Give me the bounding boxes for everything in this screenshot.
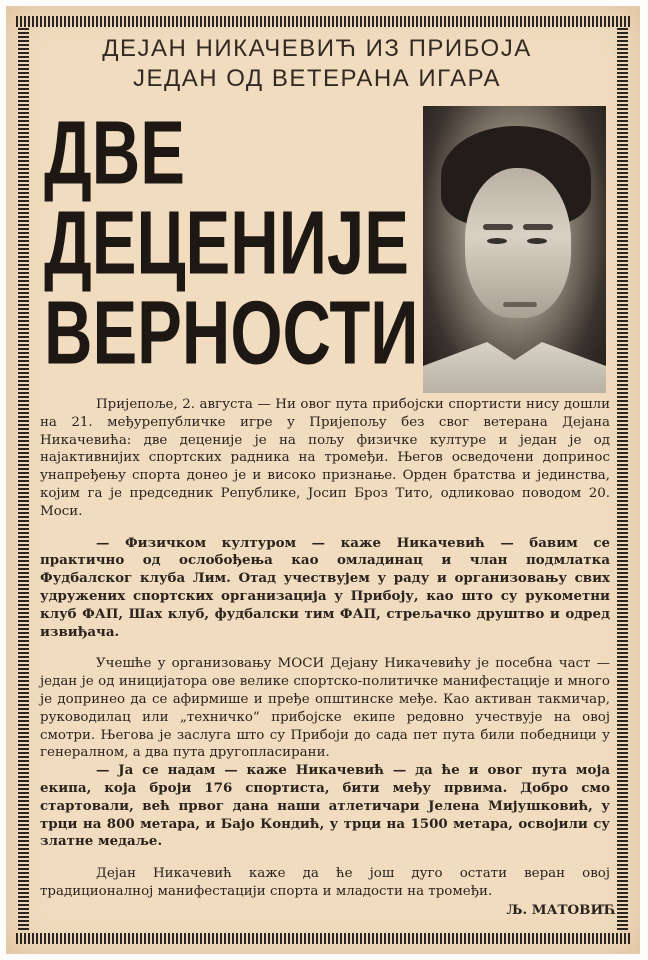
headline [44,102,419,384]
article-body [40,396,610,901]
photo-mouth [503,302,537,307]
kicker-line-1: ДЕЈАН НИКАЧЕВИЋ ИЗ ПРИБОЈА [102,35,532,62]
photo-brow-left [483,224,513,230]
photo-eye-right [527,238,547,244]
headline-line-3: ВЕРНОСТИ [44,282,419,384]
photo-collar [423,342,606,393]
hatched-border-bottom [16,933,630,944]
kicker-line-2: ЈЕДАН ОД ВЕТЕРАНА ИГАРА [133,65,501,92]
headline-line-2: ДЕЦЕНИЈЕ [44,192,409,294]
article-paragraph-2: — Физичком културом — каже Никачевић — бавим се практично од ослобођења као омладинац и члан подмлатка Фудбалског клуба Лим. Отад учествујем у раду и организовању свих удружених спортских организација у Прибоју, као што су рукометни клуб ФАП, Шах клуб, фудбалски тим ФАП, стрељачко друштво и одред извиђача. [40,534,610,640]
article-paragraph-1: Пријепоље, 2. августа — Ни овог пута прибојски спортисти нису дошли на 21. међурепубличке игре у Пријепољу без свог ветерана Дејана Никачевића: две деценије је на пољу физичке културе и један је од најактивнијих спортских радника на тромеђи. Његов осведочени допринос унапређењу спорта донео је и високо признање. Орден братства и јединства, којим га је председник Републике, Јосип Броз Тито, одликовао поводом 20. Моси. [40,397,610,519]
headline-line-1: ДВЕ [44,102,185,204]
article-paragraph-4: — Ја се надам — каже Никачевић — да ће и овог пута моја екипа, која броји 176 спортиста, бити међу првима. Добро смо стартовали, већ првог дана наши атлетичари Јелена Мијушковић, у трци на 800 метара, и Бајо Кондић, у трци на 1500 метара, освојили су златне медаље. [40,762,610,850]
hatched-border-left [18,28,29,932]
photo-brow-right [523,224,553,230]
article-paragraph-3: Учешће у организовању МОСИ Дејану Никачевићу је посебна част — један је од иницијатора ове велике спортско-политичке манифестације и много је допринео да се афирмише и пређе општинске међе. Као активан такмичар, руководилац или „техничко“ прибојске екипе редовно учествује на овој смотри. Његова је заслуга што су Прибоји до сада пет пута били победници у генералном, а два пута другопласирани. [40,656,610,761]
hatched-border-top [16,16,630,27]
hatched-border-right [617,28,628,932]
article-paragraph-5: Дејан Никачевић каже да ће још дуго остати веран овој традиционалној манифестацији спорта и младости на тромеђи. [40,866,610,899]
portrait-photo [423,106,606,393]
author-signature: Љ. МАТОВИЋ [506,902,616,918]
photo-face [465,168,571,318]
photo-eye-left [487,238,507,244]
